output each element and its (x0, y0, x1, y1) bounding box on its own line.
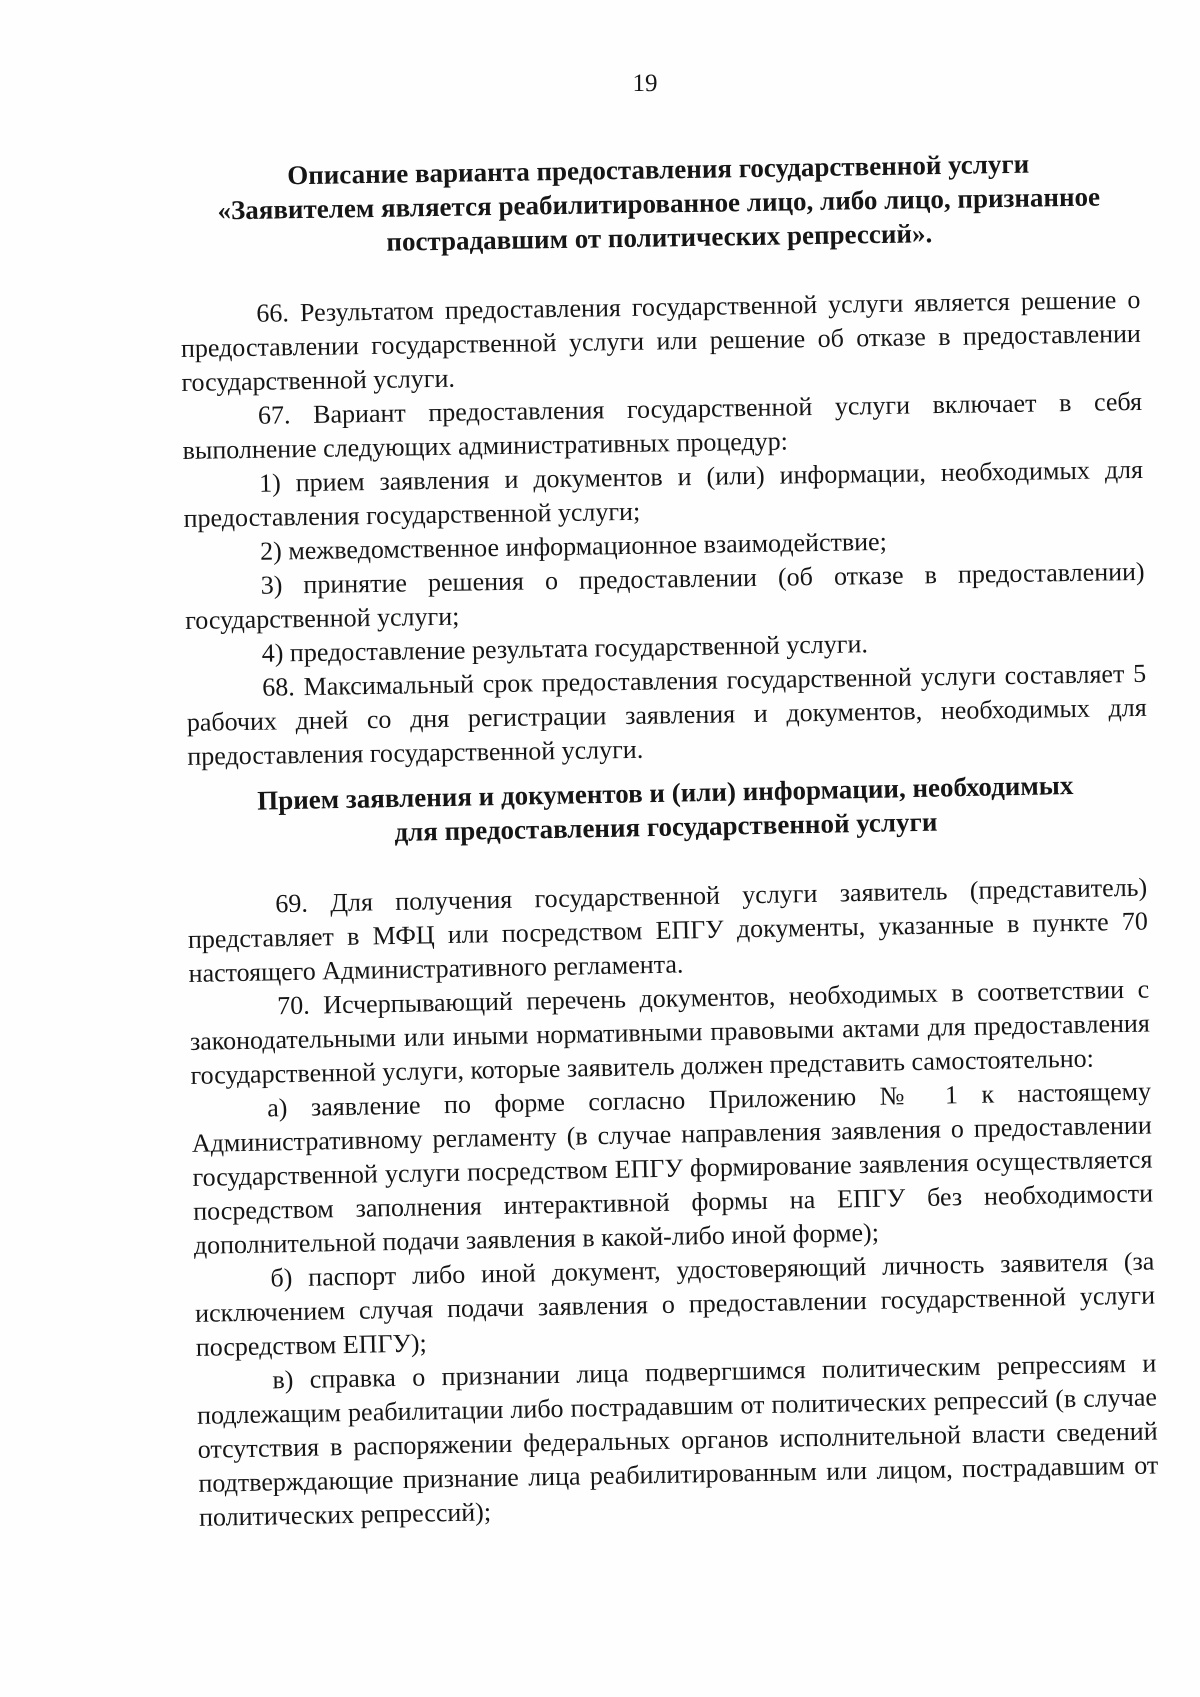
heading-line: для предоставления государственной услуги (394, 806, 938, 847)
list-item-2: 2) межведомственное информационное взаимодействие; (259, 526, 888, 566)
section-variant-description (178, 145, 1148, 774)
paragraph-69: 69. Для получения государственной услуги заявитель (представитель) представляет в МФЦ или посредством ЕПГУ документы, указанные в пункте 70 настоящего Административного регламента. (187, 872, 1149, 988)
list-item-b: б) паспорт либо иной документ, удостоверяющий личность заявителя (за исключением случая подачи заявления о предоставлении государственной услуги посредством ЕПГУ); (194, 1246, 1156, 1362)
list-item-4: 4) предоставление результата государственной услуги. (261, 629, 869, 668)
paragraph-67: 67. Вариант предоставления государственной услуги включает в себя выполнение следующих административных процедур: (182, 386, 1143, 465)
section-heading (178, 145, 1139, 262)
heading-line: Прием заявления и документов и (или) информации, необходимых (256, 769, 1074, 816)
paragraph-70: 70. Исчерпывающий перечень документов, необходимых в соответствии с законодательными или иными нормативными правовыми актами для предоставления государственной услуги, которые заявитель должен представить самостоятельно: (189, 974, 1151, 1090)
list-item-v: в) справка о признании лица подвергшимся политическим репрессиям и подлежащим реабилитации либо пострадавшим от политических репрессий (в случае отсутствия в распоряжении федеральных органов исполнительной власти сведений подтверждающие признание лица реабилитированным или лицом, пострадавшим от политических репрессий); (196, 1348, 1159, 1532)
paragraph-68: 68. Максимальный срок предоставления государственной услуги составляет 5 рабочих дней со дня регистрации заявления и документов, необходимых для предоставления государственной услуги. (186, 658, 1147, 771)
heading-line: Описание варианта предоставления государственной услуги (286, 148, 1030, 191)
heading-line: «Заявителем является реабилитированное лицо, либо лицо, признанное (217, 181, 1101, 226)
paragraph-66: 66. Результатом предоставления государственной услуги является решение о предоставлении государственной услуги или решение об отказе в предоставлении государственной услуги. (180, 284, 1142, 397)
list-item-3: 3) принятие решения о предоставлении (об отказе в предоставлении) государственной услуги; (185, 556, 1145, 635)
page-number: 19 (632, 70, 658, 97)
section-application-intake (185, 767, 1159, 1535)
list-item-a: а) заявление по форме согласно Приложению № 1 к настоящему Административному регламенту (в случае направления заявления о предоставлении государственной услуги посредством ЕПГУ формирование заявления осуществляется посредством заполнения интерактивной формы на ЕПГУ без необходимости дополнительной подачи заявления в какой-либо иной форме); (191, 1076, 1154, 1260)
heading-line: пострадавшим от политических репрессий». (386, 218, 933, 257)
list-item-1: 1) прием заявления и документов и (или) информации, необходимых для предоставления государственной услуги; (183, 454, 1144, 533)
